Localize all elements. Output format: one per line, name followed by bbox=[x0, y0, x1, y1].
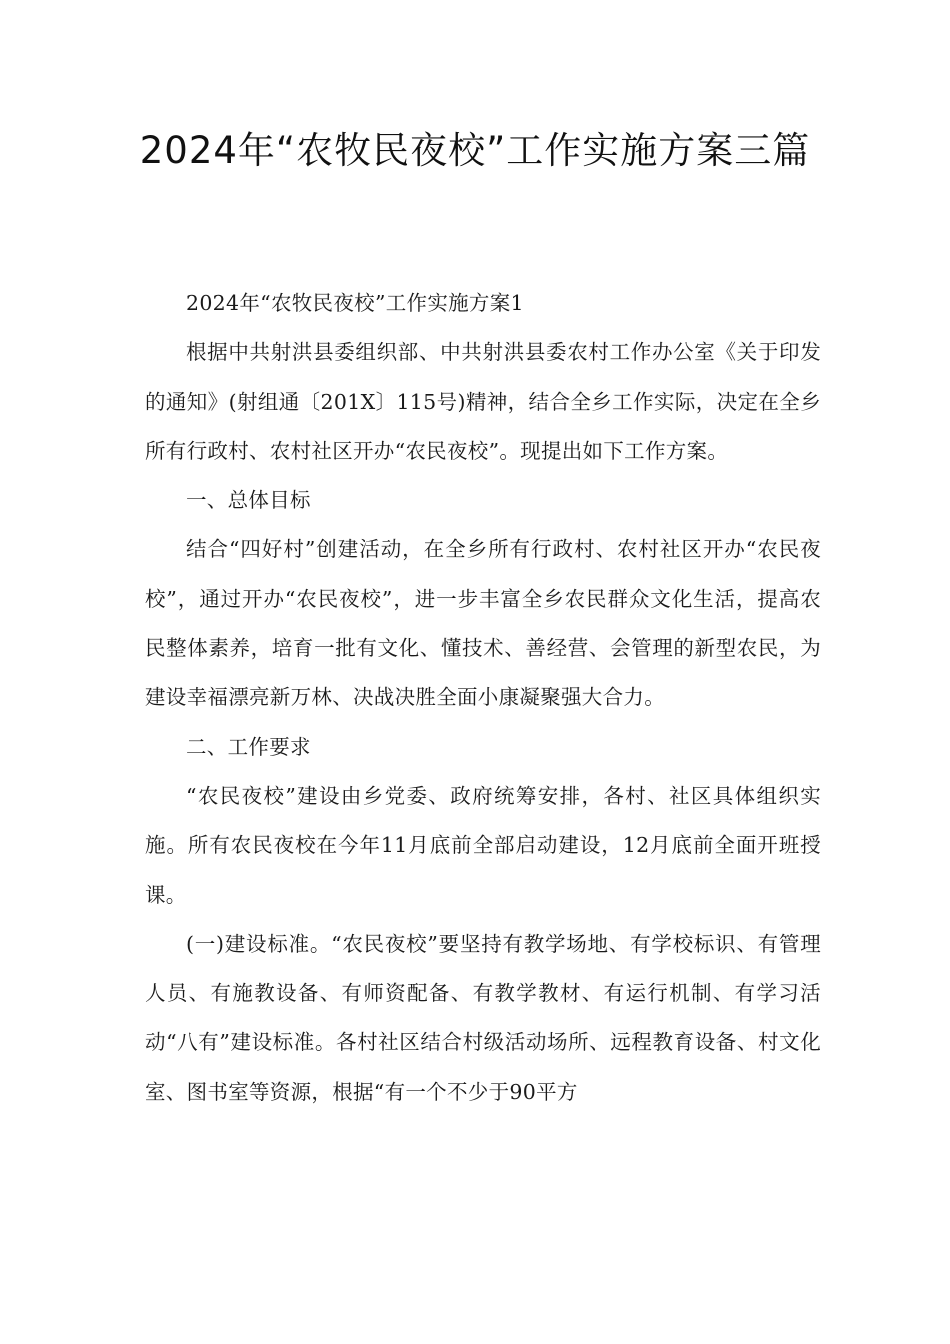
paragraph-construction-standards: (一)建设标准。“农民夜校”要坚持有教学场地、有学校标识、有管理人员、有施教设备、有师资配备、有教学教材、有运行机制、有学习活动“八有”建设标准。各村社区结合村级活动场所、远程教育设备、村文化室、图书室等资源，根据“有一个不少于90平方 bbox=[145, 931, 821, 1104]
paragraph-overall-goal: 结合“四好村”创建活动，在全乡所有行政村、农村社区开办“农民夜校”，通过开办“农民夜校”，进一步丰富全乡农民群众文化生活，提高农民整体素养，培育一批有文化、懂技术、善经营、会管理的新型农民，为建设幸福漂亮新万林、决战决胜全面小康凝聚强大合力。 bbox=[145, 537, 821, 710]
section-heading-work-requirements: 二、工作要求 bbox=[186, 734, 311, 759]
section-heading-plan-1: 2024年“农牧民夜校”工作实施方案1 bbox=[186, 291, 524, 315]
section-heading-overall-goal: 一、总体目标 bbox=[186, 488, 311, 513]
document-title: 2024年“农牧民夜校”工作实施方案三篇 bbox=[139, 129, 811, 172]
paragraph-intro: 根据中共射洪县委组织部、中共射洪县委农村工作办公室《关于印发的通知》(射组通〔201X〕115号)精神，结合全乡工作实际，决定在全乡所有行政村、农村社区开办“农民夜校”。现提出如下工作方案。 bbox=[145, 340, 821, 463]
paragraph-work-requirements: “农民夜校”建设由乡党委、政府统筹安排，各村、社区具体组织实施。所有农民夜校在今年11月底前全部启动建设，12月底前全面开班授课。 bbox=[145, 783, 821, 907]
document-body bbox=[145, 279, 821, 1117]
